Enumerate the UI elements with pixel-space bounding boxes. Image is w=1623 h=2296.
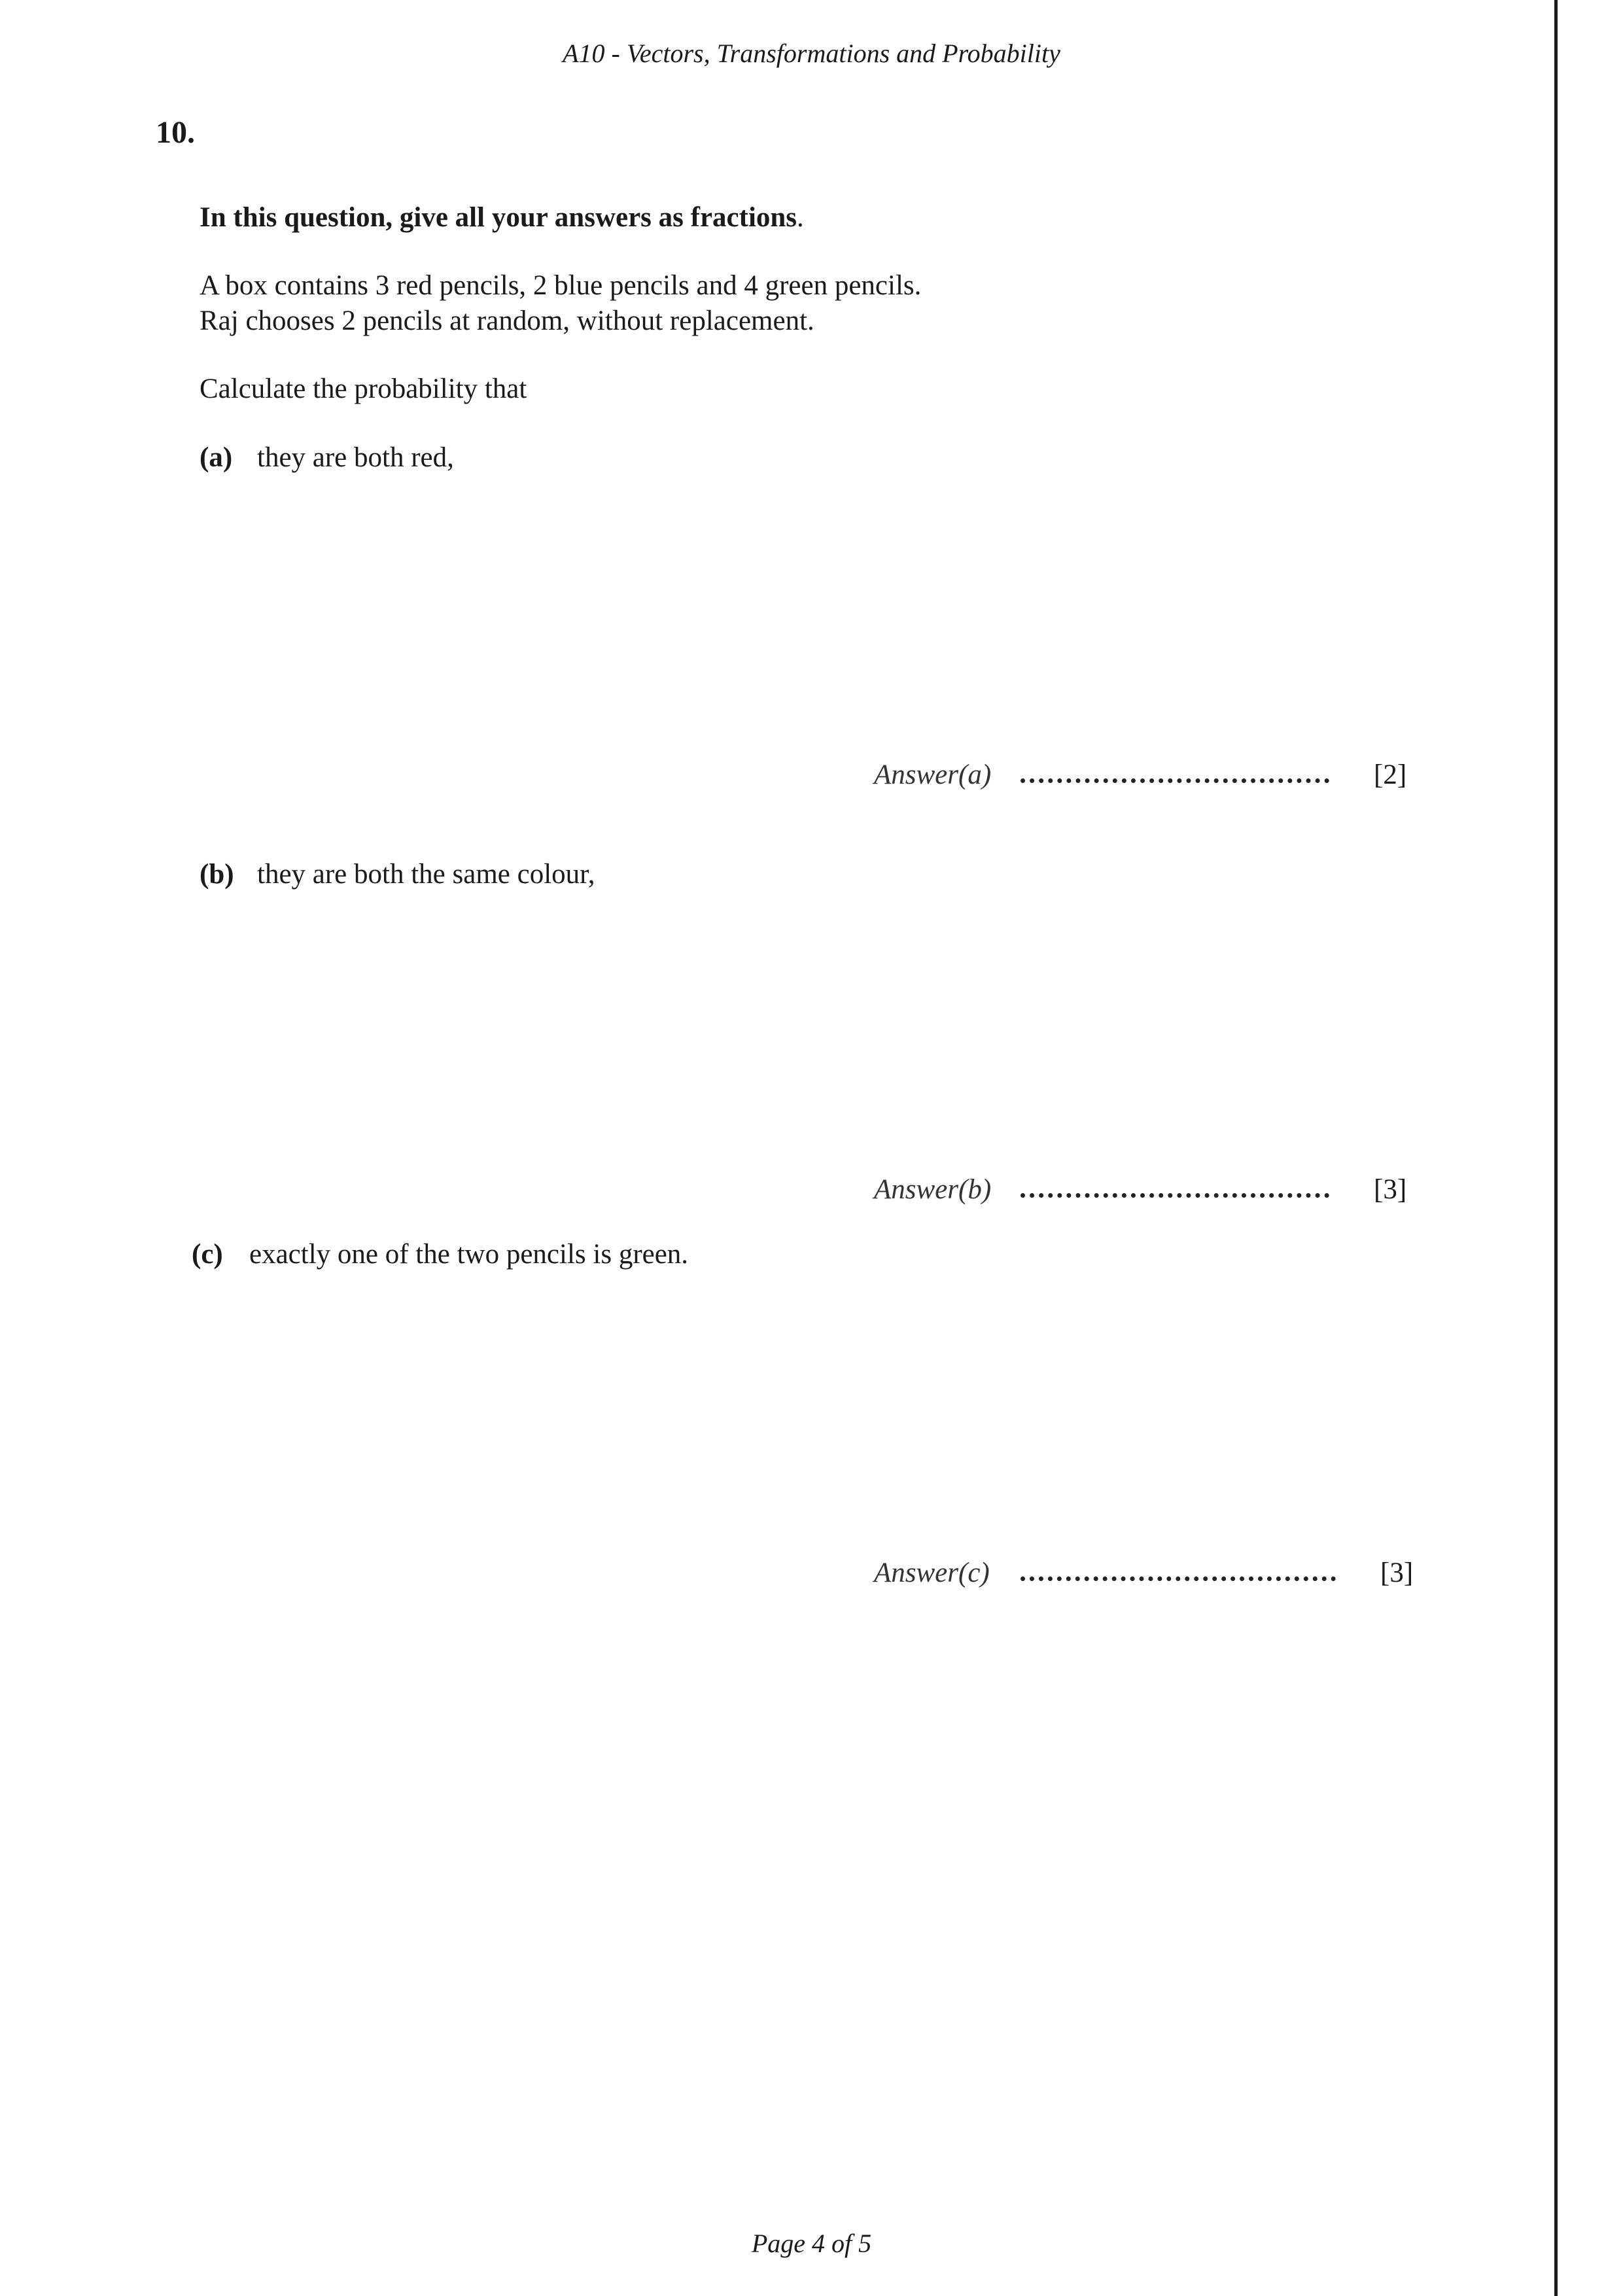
page-number-label: Page 4 of 5 bbox=[751, 2229, 872, 2258]
part-a-letter: (a) bbox=[200, 442, 233, 473]
answer-a-label: Answer(a) bbox=[874, 759, 992, 790]
answer-c-label: Answer(c) bbox=[874, 1557, 990, 1588]
instruction-bold-text: In this question, give all your answers as fractions bbox=[200, 202, 797, 233]
part-b-letter: (b) bbox=[200, 859, 234, 890]
answer-a-field[interactable] bbox=[1021, 778, 1329, 783]
instruction-end: . bbox=[797, 202, 804, 233]
answer-b-marks: [3] bbox=[1374, 1174, 1407, 1205]
question-instruction bbox=[200, 201, 804, 234]
header-title: A10 - Vectors, Transformations and Probability bbox=[563, 39, 1060, 68]
page-footer bbox=[0, 2228, 1623, 2259]
part-b bbox=[200, 858, 595, 890]
answer-b-label: Answer(b) bbox=[874, 1174, 992, 1205]
answer-a-marks: [2] bbox=[1374, 759, 1407, 790]
part-c-letter: (c) bbox=[192, 1239, 223, 1270]
answer-b-field[interactable] bbox=[1021, 1193, 1329, 1198]
page-header bbox=[0, 38, 1623, 69]
answer-c-field[interactable] bbox=[1021, 1576, 1336, 1581]
part-a-text: they are both red, bbox=[257, 442, 454, 473]
part-c-text: exactly one of the two pencils is green. bbox=[249, 1239, 689, 1270]
page-right-border bbox=[1554, 0, 1558, 2296]
stem-line-1: A box contains 3 red pencils, 2 blue pencils and 4 green pencils. bbox=[200, 270, 922, 301]
question-prompt: Calculate the probability that bbox=[200, 374, 527, 404]
part-a bbox=[200, 442, 454, 474]
part-b-text: they are both the same colour, bbox=[257, 859, 595, 890]
part-c bbox=[192, 1238, 688, 1270]
stem-line-2: Raj chooses 2 pencils at random, without replacement. bbox=[200, 305, 814, 336]
answer-c-marks: [3] bbox=[1380, 1557, 1414, 1588]
question-number: 10. bbox=[156, 115, 195, 150]
